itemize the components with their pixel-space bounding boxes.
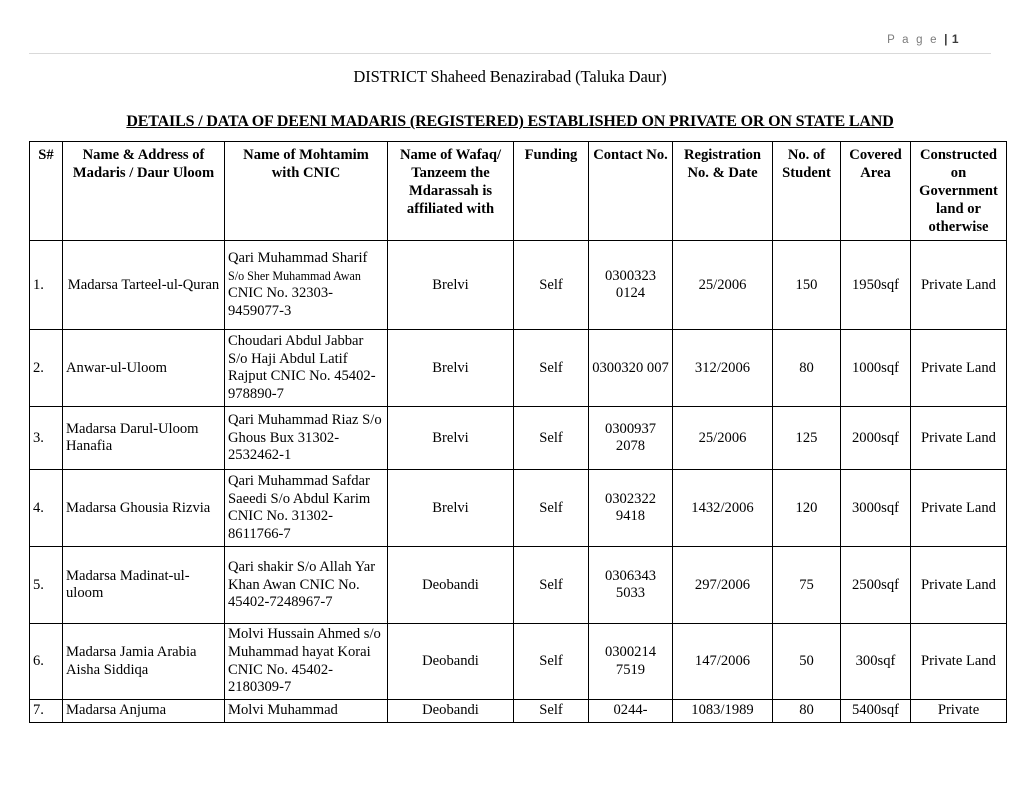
cell-serial: 3. — [30, 407, 63, 470]
page-separator: | — [944, 32, 952, 46]
table-row — [30, 470, 1007, 547]
cell-contact: 0300214 7519 — [589, 624, 673, 700]
cell-name-address: Madarsa Darul-Uloom Hanafia — [63, 407, 225, 470]
running-page-header — [29, 0, 991, 54]
cell-wafaq: Brelvi — [388, 470, 514, 547]
district-title: DISTRICT Shaheed Benazirabad (Taluka Daur) — [353, 67, 667, 86]
table-row — [30, 700, 1007, 723]
cell-registration: 147/2006 — [673, 624, 773, 700]
cell-mohtamim: Qari Muhammad Safdar Saeedi S/o Abdul Karim CNIC No. 31302-8611766-7 — [225, 470, 388, 547]
column-header-name-address: Name & Address of Madaris / Daur Uloom — [63, 142, 225, 241]
cell-constructed: Private Land — [911, 547, 1007, 624]
cell-constructed: Private Land — [911, 330, 1007, 407]
cell-name-address: Madarsa Madinat-ul-uloom — [63, 547, 225, 624]
cell-wafaq: Brelvi — [388, 407, 514, 470]
cell-serial: 6. — [30, 624, 63, 700]
table-row — [30, 624, 1007, 700]
page-number: 1 — [951, 32, 959, 46]
cell-constructed: Private Land — [911, 241, 1007, 330]
cell-covered-area: 3000sqf — [841, 470, 911, 547]
table-header-row — [30, 142, 1007, 241]
cell-covered-area: 1950sqf — [841, 241, 911, 330]
table-row — [30, 330, 1007, 407]
cell-wafaq: Brelvi — [388, 330, 514, 407]
cell-funding: Self — [514, 241, 589, 330]
cell-covered-area: 2500sqf — [841, 547, 911, 624]
cell-funding: Self — [514, 624, 589, 700]
cell-covered-area: 300sqf — [841, 624, 911, 700]
cell-funding: Self — [514, 407, 589, 470]
cell-mohtamim: Qari Muhammad Riaz S/o Ghous Bux 31302-2532462-1 — [225, 407, 388, 470]
cell-registration: 25/2006 — [673, 407, 773, 470]
cell-mohtamim: Molvi Hussain Ahmed s/o Muhammad hayat Korai CNIC No. 45402-2180309-7 — [225, 624, 388, 700]
cell-serial: 1. — [30, 241, 63, 330]
table-row — [30, 241, 1007, 330]
cell-contact: 0300323 0124 — [589, 241, 673, 330]
cell-contact: 0302322 9418 — [589, 470, 673, 547]
cell-students: 50 — [773, 624, 841, 700]
cell-constructed: Private Land — [911, 470, 1007, 547]
cell-serial: 7. — [30, 700, 63, 723]
cell-students: 75 — [773, 547, 841, 624]
cell-wafaq: Deobandi — [388, 700, 514, 723]
cell-name-address: Madarsa Anjuma — [63, 700, 225, 723]
cell-mohtamim: Choudari Abdul Jabbar S/o Haji Abdul Latif Rajput CNIC No. 45402-978890-7 — [225, 330, 388, 407]
table-row — [30, 547, 1007, 624]
cell-covered-area: 2000sqf — [841, 407, 911, 470]
mohtamim-cnic: CNIC No. 32303-9459077-3 — [228, 285, 333, 320]
cell-students: 125 — [773, 407, 841, 470]
cell-name-address: Madarsa Ghousia Rizvia — [63, 470, 225, 547]
cell-name-address: Anwar-ul-Uloom — [63, 330, 225, 407]
cell-contact: 0300320 007 — [589, 330, 673, 407]
cell-wafaq: Deobandi — [388, 547, 514, 624]
cell-name-address: Madarsa Jamia Arabia Aisha Siddiqa — [63, 624, 225, 700]
cell-serial: 2. — [30, 330, 63, 407]
cell-name-address: Madarsa Tarteel-ul-Quran — [63, 241, 225, 330]
mohtamim-father: S/o Sher Muhammad Awan — [228, 268, 361, 283]
cell-registration: 1083/1989 — [673, 700, 773, 723]
cell-registration: 25/2006 — [673, 241, 773, 330]
cell-contact: 0300937 2078 — [589, 407, 673, 470]
table-row — [30, 407, 1007, 470]
cell-contact: 0306343 5033 — [589, 547, 673, 624]
madaris-table — [29, 141, 1007, 723]
page-title: DETAILS / DATA OF DEENI MADARIS (REGISTERED) ESTABLISHED ON PRIVATE OR ON STATE LAND — [126, 113, 894, 130]
column-header-mohtamim: Name of Mohtamim with CNIC — [225, 142, 388, 241]
cell-wafaq: Brelvi — [388, 241, 514, 330]
cell-funding: Self — [514, 470, 589, 547]
column-header-funding: Funding — [514, 142, 589, 241]
cell-registration: 297/2006 — [673, 547, 773, 624]
cell-serial: 4. — [30, 470, 63, 547]
cell-funding: Self — [514, 700, 589, 723]
mohtamim-name: Qari Muhammad Sharif — [228, 250, 368, 267]
cell-registration: 312/2006 — [673, 330, 773, 407]
cell-funding: Self — [514, 547, 589, 624]
cell-students: 80 — [773, 700, 841, 723]
cell-students: 120 — [773, 470, 841, 547]
cell-contact: 0244- — [589, 700, 673, 723]
cell-registration: 1432/2006 — [673, 470, 773, 547]
cell-constructed: Private Land — [911, 407, 1007, 470]
cell-wafaq: Deobandi — [388, 624, 514, 700]
column-header-contact: Contact No. — [589, 142, 673, 241]
column-header-constructed: Constructed on Government land or otherwise — [911, 142, 1007, 241]
column-header-covered-area: Covered Area — [841, 142, 911, 241]
column-header-serial: S# — [30, 142, 63, 241]
cell-covered-area: 1000sqf — [841, 330, 911, 407]
cell-students: 150 — [773, 241, 841, 330]
cell-mohtamim: Qari shakir S/o Allah Yar Khan Awan CNIC No. 45402-7248967-7 — [225, 547, 388, 624]
column-header-students: No. of Student — [773, 142, 841, 241]
cell-funding: Self — [514, 330, 589, 407]
page-label: P a g e — [887, 34, 945, 46]
column-header-wafaq: Name of Wafaq/ Tanzeem the Mdarassah is affiliated with — [388, 142, 514, 241]
cell-students: 80 — [773, 330, 841, 407]
cell-serial: 5. — [30, 547, 63, 624]
cell-constructed: Private Land — [911, 624, 1007, 700]
cell-mohtamim — [225, 241, 388, 330]
cell-mohtamim: Molvi Muhammad — [225, 700, 388, 723]
cell-constructed: Private — [911, 700, 1007, 723]
cell-covered-area: 5400sqf — [841, 700, 911, 723]
column-header-registration: Registration No. & Date — [673, 142, 773, 241]
